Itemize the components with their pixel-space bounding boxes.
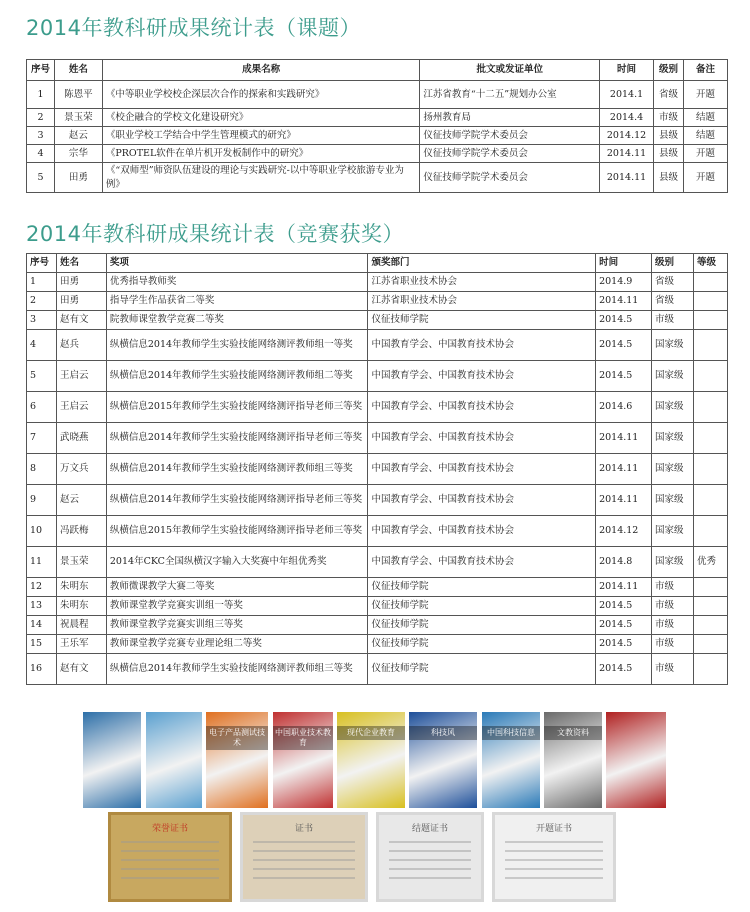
table-cell	[693, 654, 727, 685]
certificate-text-line	[505, 859, 603, 861]
table-cell: 开题	[684, 81, 728, 109]
table-cell: 2014.5	[596, 330, 652, 361]
table-cell: 开题	[684, 145, 728, 163]
certificate-text-line	[253, 868, 355, 870]
table-cell: 16	[27, 654, 57, 685]
awards-header-row	[27, 254, 728, 273]
certificate-text-line	[389, 850, 471, 852]
certificate-heading: 结题证书	[411, 824, 448, 834]
table-cell: 2014.11	[596, 423, 652, 454]
table-cell: 朱明东	[56, 597, 106, 616]
certificate-heading: 证书	[294, 824, 313, 834]
table-cell: 省级	[652, 292, 694, 311]
research-table-body	[27, 81, 728, 193]
header-cell: 颁奖部门	[368, 254, 596, 273]
certificate-heading: 开题证书	[535, 824, 572, 834]
table-cell: 1	[27, 273, 57, 292]
table-cell: 仪征技师学院	[368, 311, 596, 330]
table-cell: 市级	[652, 311, 694, 330]
table-cell: 2	[27, 292, 57, 311]
table-cell: 2014.5	[596, 635, 652, 654]
table-cell: 2014.1	[600, 81, 654, 109]
certificate-text-line	[121, 850, 219, 852]
table-cell	[693, 635, 727, 654]
table-row	[27, 578, 728, 597]
table-cell	[693, 516, 727, 547]
table-cell	[693, 485, 727, 516]
certificate-text-line	[505, 841, 603, 843]
table-cell: 2014.12	[596, 516, 652, 547]
header-cell: 备注	[684, 60, 728, 81]
table-cell: 2014.11	[600, 163, 654, 193]
cover-title: 中国科技信息	[482, 726, 540, 740]
table-cell: 江苏省职业技术协会	[368, 273, 596, 292]
table-cell: 赵云	[54, 127, 102, 145]
table-cell: 教师课堂教学竞赛专业理论组二等奖	[106, 635, 368, 654]
table-cell: 2014.12	[600, 127, 654, 145]
header-cell: 姓名	[56, 254, 106, 273]
table-cell: 祝晨程	[56, 616, 106, 635]
table-cell: 景玉荣	[56, 547, 106, 578]
table-cell: 中国教育学会、中国教育技术协会	[368, 516, 596, 547]
table-cell: 中国教育学会、中国教育技术协会	[368, 454, 596, 485]
cover-9-image	[606, 712, 666, 808]
table-cell: 王启云	[56, 392, 106, 423]
table-cell: 2014.5	[596, 311, 652, 330]
table-cell	[693, 597, 727, 616]
certificate-text-line	[253, 859, 355, 861]
table-cell: 2014.5	[596, 654, 652, 685]
table-cell: 《PROTEL软件在单片机开发板制作中的研究》	[102, 145, 419, 163]
table-cell: 开题	[684, 163, 728, 193]
table-cell	[693, 578, 727, 597]
certificate-text-line	[389, 868, 471, 870]
certificate-text-line	[253, 877, 355, 879]
table-row	[27, 163, 728, 193]
cover-title: 现代企业教育	[337, 726, 405, 740]
table-cell: 仪征技师学院	[368, 635, 596, 654]
table-cell: 2014.11	[600, 145, 654, 163]
table-cell: 2014.4	[600, 109, 654, 127]
table-cell: 4	[27, 330, 57, 361]
table-cell: 赵有文	[56, 311, 106, 330]
certificate-text-line	[253, 850, 355, 852]
table-cell: 2014.9	[596, 273, 652, 292]
certificate-text-line	[389, 859, 471, 861]
table-cell: 仪征技师学院	[368, 654, 596, 685]
certificate-images	[108, 812, 638, 902]
header-cell: 序号	[27, 254, 57, 273]
table-cell: 国家级	[652, 516, 694, 547]
table-cell: 市级	[652, 654, 694, 685]
table-cell: 仪征技师学院	[368, 578, 596, 597]
table-cell: 纵横信息2015年教师学生实验技能网络测评指导老师三等奖	[106, 516, 368, 547]
table-cell: 国家级	[652, 423, 694, 454]
table-cell: 王启云	[56, 361, 106, 392]
table-cell: 纵横信息2015年教师学生实验技能网络测评指导老师三等奖	[106, 392, 368, 423]
certificate-text-line	[121, 877, 219, 879]
cover-4-image	[273, 712, 333, 808]
table-cell: 《中等职业学校校企深层次合作的探索和实践研究》	[102, 81, 419, 109]
table-row	[27, 109, 728, 127]
awards-table	[26, 253, 728, 685]
table-cell: 2014.5	[596, 616, 652, 635]
table-cell: 仪征技师学院学术委员会	[420, 163, 600, 193]
table-cell: 4	[27, 145, 55, 163]
table-cell: 江苏省职业技术协会	[368, 292, 596, 311]
cover-6-image	[409, 712, 477, 808]
table-cell: 田勇	[56, 292, 106, 311]
table-cell: 2	[27, 109, 55, 127]
table-cell: 田勇	[56, 273, 106, 292]
table-cell	[693, 454, 727, 485]
header-cell: 姓名	[54, 60, 102, 81]
research-header-row	[27, 60, 728, 81]
table-row	[27, 454, 728, 485]
certificate-3-image	[376, 812, 484, 902]
table-cell: 纵横信息2014年教师学生实验技能网络测评指导老师三等奖	[106, 485, 368, 516]
table-row	[27, 635, 728, 654]
header-cell: 级别	[654, 60, 684, 81]
research-table-title: 2014年教科研成果统计表（课题）	[26, 16, 361, 40]
table-cell: 中国教育学会、中国教育技术协会	[368, 330, 596, 361]
header-cell: 级别	[652, 254, 694, 273]
table-cell: 陈恩平	[54, 81, 102, 109]
table-cell: 优秀指导教师奖	[106, 273, 368, 292]
table-cell: 6	[27, 392, 57, 423]
table-cell: 仪征技师学院	[368, 616, 596, 635]
table-cell: 赵有文	[56, 654, 106, 685]
table-cell: 景玉荣	[54, 109, 102, 127]
table-row	[27, 145, 728, 163]
table-cell	[693, 273, 727, 292]
table-row	[27, 292, 728, 311]
table-cell: 1	[27, 81, 55, 109]
table-cell	[693, 330, 727, 361]
table-cell: 优秀	[693, 547, 727, 578]
cover-7-image	[482, 712, 540, 808]
awards-table-body	[27, 273, 728, 685]
table-cell: 纵横信息2014年教师学生实验技能网络测评教师组三等奖	[106, 654, 368, 685]
table-cell: 中国教育学会、中国教育技术协会	[368, 361, 596, 392]
table-cell: 教师课堂教学竞赛实训组三等奖	[106, 616, 368, 635]
table-cell: 结题	[684, 109, 728, 127]
table-cell: 7	[27, 423, 57, 454]
table-row	[27, 547, 728, 578]
table-cell: 教师课堂教学竞赛实训组一等奖	[106, 597, 368, 616]
table-cell: 朱明东	[56, 578, 106, 597]
table-cell: 省级	[654, 81, 684, 109]
table-cell: 2014年CKC全国纵横汉字输入大奖赛中年组优秀奖	[106, 547, 368, 578]
table-row	[27, 516, 728, 547]
table-cell: 国家级	[652, 454, 694, 485]
table-cell: 国家级	[652, 361, 694, 392]
table-cell: 中国教育学会、中国教育技术协会	[368, 392, 596, 423]
research-table	[26, 59, 728, 193]
certificate-text-line	[505, 868, 603, 870]
table-row	[27, 485, 728, 516]
table-cell: 教师微课教学大赛二等奖	[106, 578, 368, 597]
table-cell: 中国教育学会、中国教育技术协会	[368, 485, 596, 516]
cover-2-image	[146, 712, 202, 808]
table-cell: 5	[27, 163, 55, 193]
header-cell: 时间	[596, 254, 652, 273]
awards-table-title: 2014年教科研成果统计表（竞赛获奖）	[26, 222, 404, 246]
table-cell: 结题	[684, 127, 728, 145]
table-row	[27, 81, 728, 109]
header-cell: 序号	[27, 60, 55, 81]
table-cell: 《职业学校工学结合中学生管理模式的研究》	[102, 127, 419, 145]
table-row	[27, 392, 728, 423]
table-cell	[693, 423, 727, 454]
table-cell	[693, 361, 727, 392]
cover-title: 电子产品测试技术	[206, 726, 268, 750]
publication-covers	[83, 712, 669, 808]
certificate-text-line	[505, 877, 603, 879]
table-cell: 县级	[654, 145, 684, 163]
table-cell: 市级	[652, 635, 694, 654]
table-row	[27, 330, 728, 361]
table-cell: 纵横信息2014年教师学生实验技能网络测评教师组二等奖	[106, 361, 368, 392]
table-cell: 扬州教育局	[420, 109, 600, 127]
table-cell: 13	[27, 597, 57, 616]
table-cell: 赵云	[56, 485, 106, 516]
table-cell: 9	[27, 485, 57, 516]
table-cell	[693, 392, 727, 423]
table-cell: 市级	[652, 597, 694, 616]
table-cell: 宗华	[54, 145, 102, 163]
cover-title: 科技风	[409, 726, 477, 740]
table-cell: 王乐军	[56, 635, 106, 654]
table-cell: 《校企融合的学校文化建设研究》	[102, 109, 419, 127]
table-cell: 田勇	[54, 163, 102, 193]
cover-title: 文教资料	[544, 726, 602, 740]
table-cell: 省级	[652, 273, 694, 292]
table-cell: 县级	[654, 163, 684, 193]
table-row	[27, 273, 728, 292]
cover-1-image	[83, 712, 141, 808]
table-cell: 仪征技师学院学术委员会	[420, 127, 600, 145]
certificate-text-line	[121, 841, 219, 843]
table-cell: 10	[27, 516, 57, 547]
table-cell: 纵横信息2014年教师学生实验技能网络测评指导老师三等奖	[106, 423, 368, 454]
table-row	[27, 127, 728, 145]
table-cell: 县级	[654, 127, 684, 145]
table-cell: 市级	[652, 578, 694, 597]
table-cell: 武晓燕	[56, 423, 106, 454]
certificate-text-line	[389, 877, 471, 879]
table-cell: 市级	[654, 109, 684, 127]
table-cell: 院教师课堂教学竞赛二等奖	[106, 311, 368, 330]
certificate-4-image	[492, 812, 616, 902]
certificate-text-line	[121, 859, 219, 861]
certificate-text-line	[121, 868, 219, 870]
table-cell: 2014.5	[596, 361, 652, 392]
table-cell: 2014.11	[596, 454, 652, 485]
table-cell: 2014.11	[596, 578, 652, 597]
table-cell	[693, 311, 727, 330]
header-cell: 等级	[693, 254, 727, 273]
table-cell: 5	[27, 361, 57, 392]
table-cell: 纵横信息2014年教师学生实验技能网络测评教师组三等奖	[106, 454, 368, 485]
certificate-text-line	[389, 841, 471, 843]
cover-title: 中国职业技术教育	[273, 726, 333, 750]
certificate-1-image	[108, 812, 232, 902]
cover-5-image	[337, 712, 405, 808]
certificate-text-line	[505, 850, 603, 852]
table-cell: 15	[27, 635, 57, 654]
cover-8-image	[544, 712, 602, 808]
table-cell: 2014.6	[596, 392, 652, 423]
table-cell: 国家级	[652, 330, 694, 361]
table-cell: 中国教育学会、中国教育技术协会	[368, 547, 596, 578]
table-row	[27, 597, 728, 616]
table-cell	[693, 616, 727, 635]
table-cell: 2014.11	[596, 292, 652, 311]
table-cell	[693, 292, 727, 311]
table-cell: 冯跃梅	[56, 516, 106, 547]
table-row	[27, 616, 728, 635]
certificate-text-line	[253, 841, 355, 843]
table-cell: 国家级	[652, 392, 694, 423]
table-row	[27, 423, 728, 454]
table-row	[27, 311, 728, 330]
table-cell: 江苏省教育“十二五”规划办公室	[420, 81, 600, 109]
table-cell: 《“双师型”师资队伍建设的理论与实践研究-以中等职业学校旅游专业为例》	[102, 163, 419, 193]
table-cell: 3	[27, 311, 57, 330]
header-cell: 奖项	[106, 254, 368, 273]
table-cell: 国家级	[652, 485, 694, 516]
table-cell: 指导学生作品获省二等奖	[106, 292, 368, 311]
cover-3-image	[206, 712, 268, 808]
table-cell: 11	[27, 547, 57, 578]
table-cell: 2014.5	[596, 597, 652, 616]
table-cell: 市级	[652, 616, 694, 635]
table-cell: 中国教育学会、中国教育技术协会	[368, 423, 596, 454]
table-row	[27, 654, 728, 685]
table-cell: 赵兵	[56, 330, 106, 361]
table-cell: 8	[27, 454, 57, 485]
table-cell: 国家级	[652, 547, 694, 578]
header-cell: 批文或发证单位	[420, 60, 600, 81]
table-cell: 14	[27, 616, 57, 635]
certificate-2-image	[240, 812, 368, 902]
table-cell: 仪征技师学院学术委员会	[420, 145, 600, 163]
table-cell: 万文兵	[56, 454, 106, 485]
table-row	[27, 361, 728, 392]
header-cell: 时间	[600, 60, 654, 81]
table-cell: 2014.8	[596, 547, 652, 578]
table-cell: 12	[27, 578, 57, 597]
certificate-heading: 荣誉证书	[151, 824, 188, 834]
table-cell: 纵横信息2014年教师学生实验技能网络测评教师组一等奖	[106, 330, 368, 361]
table-cell: 仪征技师学院	[368, 597, 596, 616]
header-cell: 成果名称	[102, 60, 419, 81]
table-cell: 2014.11	[596, 485, 652, 516]
table-cell: 3	[27, 127, 55, 145]
